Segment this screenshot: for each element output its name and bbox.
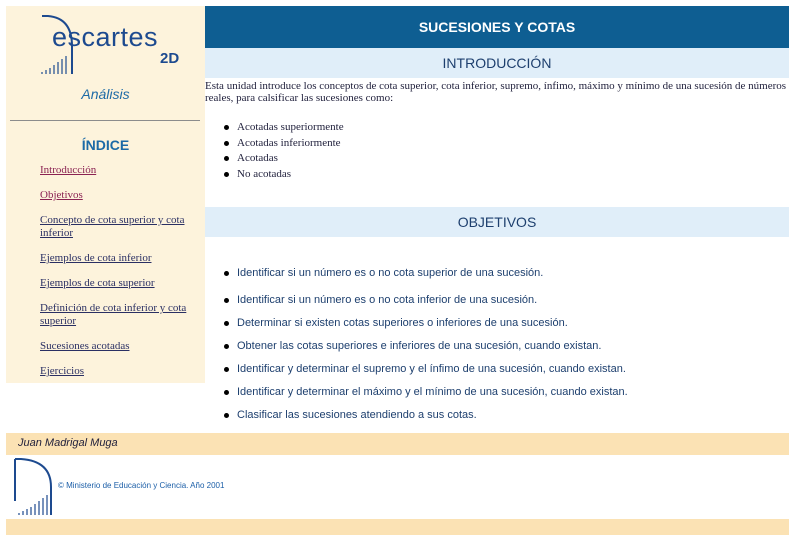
list-item: Identificar y determinar el supremo y el ínfimo de una sucesión, cuando existan. bbox=[237, 362, 628, 385]
list-item: Identificar si un número es o no cota superior de una sucesión. bbox=[237, 266, 628, 293]
author-bar bbox=[6, 433, 789, 455]
classification-list bbox=[237, 120, 344, 182]
logo-text: escartes bbox=[52, 22, 159, 52]
index-link-ejemplos-cota-superior[interactable]: Ejemplos de cota superior bbox=[40, 277, 155, 289]
list-item: Determinar si existen cotas superiores o inferiores de una sucesión. bbox=[237, 316, 628, 339]
index-link-introduccion[interactable]: Introducción bbox=[40, 164, 97, 176]
list-item: Identificar y determinar el máximo y el mínimo de una sucesión, cuando existan. bbox=[237, 385, 628, 408]
index-link-sucesiones-acotadas[interactable]: Sucesiones acotadas bbox=[40, 340, 130, 352]
descartes-logo bbox=[36, 12, 196, 80]
bottom-bar bbox=[6, 519, 789, 535]
index-link-definicion-cota[interactable]: Definición de cota inferior y cota superior bbox=[40, 302, 187, 327]
author-name: Juan Madrigal Muga bbox=[18, 437, 118, 449]
list-item: Clasificar las sucesiones atendiendo a sus cotas. bbox=[237, 408, 628, 431]
index-link-objetivos[interactable]: Objetivos bbox=[40, 189, 83, 201]
intro-paragraph: Esta unidad introduce los conceptos de cota superior, cota inferior, supremo, ínfimo, máximo y mínimo de una sucesión de números reales, para calsificar las sucesiones como: bbox=[205, 80, 787, 104]
list-item: Identificar si un número es o no cota inferior de una sucesión. bbox=[237, 293, 628, 316]
page-title: SUCESIONES Y COTAS bbox=[205, 6, 789, 48]
list-item: Obtener las cotas superiores e inferiores de una sucesión, cuando existan. bbox=[237, 339, 628, 362]
sidebar-divider bbox=[10, 120, 200, 121]
index-link-ejercicios[interactable]: Ejercicios bbox=[40, 365, 84, 377]
intro-heading: INTRODUCCIÓN bbox=[205, 48, 789, 78]
copyright-notice: © Ministerio de Educación y Ciencia. Año 2001 bbox=[58, 481, 225, 490]
index-nav bbox=[40, 164, 200, 390]
sidebar bbox=[6, 6, 205, 383]
index-link-concepto-cota[interactable]: Concepto de cota superior y cota inferior bbox=[40, 214, 185, 239]
list-item: Acotadas inferiormente bbox=[237, 136, 344, 152]
index-link-ejemplos-cota-inferior[interactable]: Ejemplos de cota inferior bbox=[40, 252, 152, 264]
objectives-heading: OBJETIVOS bbox=[205, 207, 789, 237]
section-label: Análisis bbox=[81, 86, 130, 102]
logo-suffix: 2D bbox=[160, 50, 180, 67]
objectives-list bbox=[237, 266, 628, 431]
footer-logo bbox=[13, 457, 55, 519]
list-item: Acotadas superiormente bbox=[237, 120, 344, 136]
descartes-d-icon bbox=[13, 457, 55, 519]
list-item: No acotadas bbox=[237, 167, 344, 183]
index-title: ÍNDICE bbox=[81, 137, 130, 153]
list-item: Acotadas bbox=[237, 151, 344, 167]
